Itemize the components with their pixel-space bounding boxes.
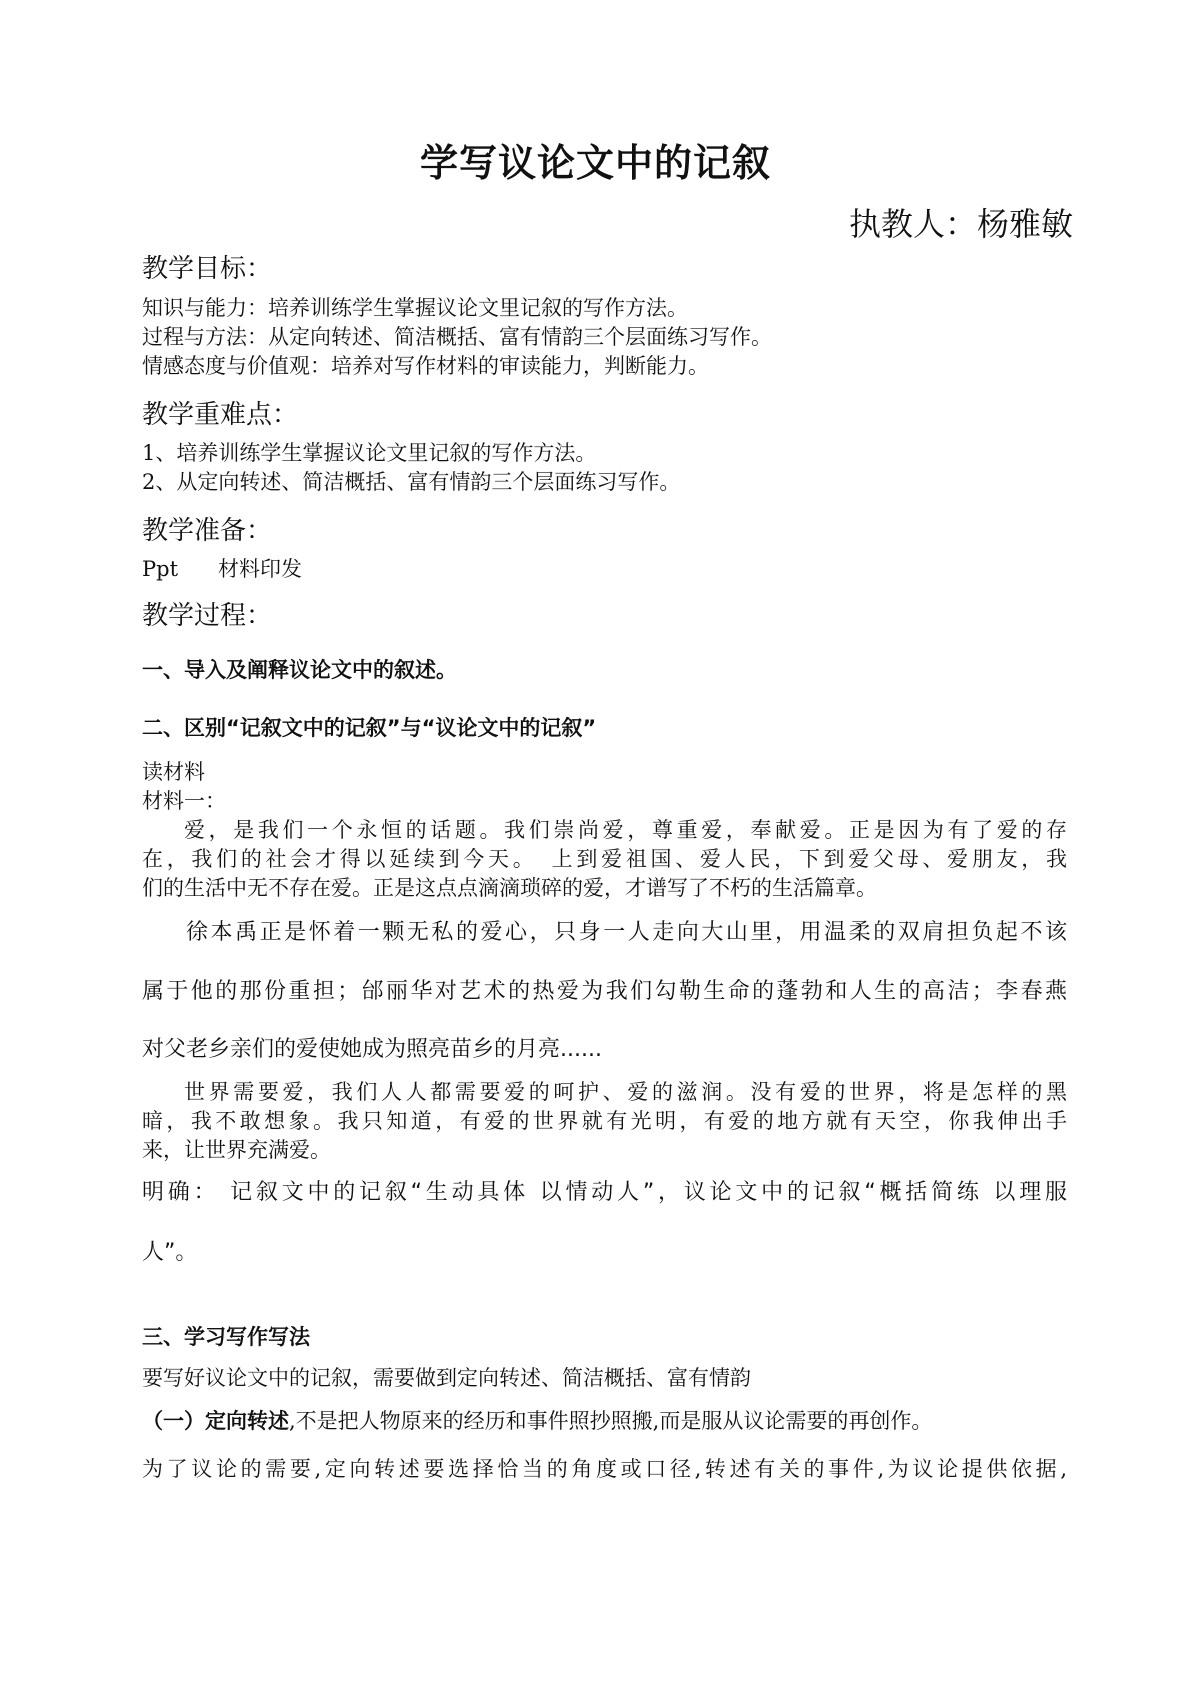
step-2-heading: 二、区别“记叙文中的记叙”与“议论文中的记叙” [142,716,597,740]
document-title: 学写议论文中的记叙 [419,141,771,185]
material-paragraph-3-line: 来，让世界充满爱。 [142,1138,331,1162]
material-paragraph-3-line: 世界需要爱，我们人人都需要爱的呵护、爱的滋润。没有爱的世界，将是怎样的黑 [184,1080,1067,1104]
material-label: 材料一： [142,789,226,813]
material-paragraph-3-line: 暗，我不敢想象。我只知道，有爱的世界就有光明，有爱的地方就有天空，你我伸出手 [142,1109,1067,1133]
clarification-line: 人”。 [142,1240,198,1265]
step-1-heading: 一、导入及阐释议论文中的叙述。 [142,658,457,682]
key-points-heading: 教学重难点： [142,400,299,430]
subsection-1-continued: 为了议论的需要,定向转述要选择恰当的角度或口径,转述有关的事件,为议论提供依据, [142,1457,1067,1481]
teacher-name: 执教人：杨雅敏 [848,205,1073,243]
subsection-1-label: （一）定向转述 [142,1409,289,1433]
goals-heading: 教学目标： [142,254,273,284]
key-point-item: 2、从定向转述、简洁概括、富有情韵三个层面练习写作。 [142,470,681,494]
goal-item: 过程与方法：从定向转述、简洁概括、富有情韵三个层面练习写作。 [142,325,772,349]
preparation-item-materials: 材料印发 [218,557,303,581]
material-paragraph-2-line: 徐本禹正是怀着一颗无私的爱心，只身一人走向大山里，用温柔的双肩担负起不该 [186,920,1067,945]
material-paragraph-2-line: 对父老乡亲们的爱使她成为照亮苗乡的月亮...... [142,1037,602,1062]
step-3-heading: 三、学习写作写法 [142,1325,310,1349]
preparation-item-ppt: Ppt [142,557,179,581]
goal-item: 情感态度与价值观：培养对写作材料的审读能力，判断能力。 [142,354,709,378]
clarification-line: 明确： 记叙文中的记叙“生动具体 以情动人”，议论文中的记叙“概括简练 以理服 [142,1180,1067,1205]
material-paragraph-2-line: 属于他的那份重担；邰丽华对艺术的热爱为我们勾勒生命的蓬勃和人生的高洁；李春燕 [142,979,1067,1004]
subsection-1-text: ,不是把人物原来的经历和事件照抄照搬,而是服从议论需要的再创作。 [289,1409,933,1433]
step-3-intro: 要写好议论文中的记叙，需要做到定向转述、简洁概括、富有情韵 [142,1366,751,1390]
key-point-item: 1、培养训练学生掌握议论文里记叙的写作方法。 [142,441,597,465]
preparation-heading: 教学准备： [142,516,273,546]
preparation-line [142,553,302,583]
material-paragraph-1-line: 在，我们的社会才得以延续到今天。 上到爱祖国、爱人民，下到爱父母、爱朋友，我 [142,847,1067,871]
read-label: 读材料 [142,760,205,784]
process-heading: 教学过程： [142,601,273,631]
material-paragraph-1-line: 们的生活中无不存在爱。正是这点点滴滴琐碎的爱，才谱写了不朽的生活篇章。 [142,876,877,900]
material-paragraph-1-line: 爱，是我们一个永恒的话题。我们崇尚爱，尊重爱，奉献爱。正是因为有了爱的存 [184,818,1067,842]
goal-item: 知识与能力：培养训练学生掌握议论文里记叙的写作方法。 [142,296,688,320]
subsection-1-line [142,1405,932,1435]
